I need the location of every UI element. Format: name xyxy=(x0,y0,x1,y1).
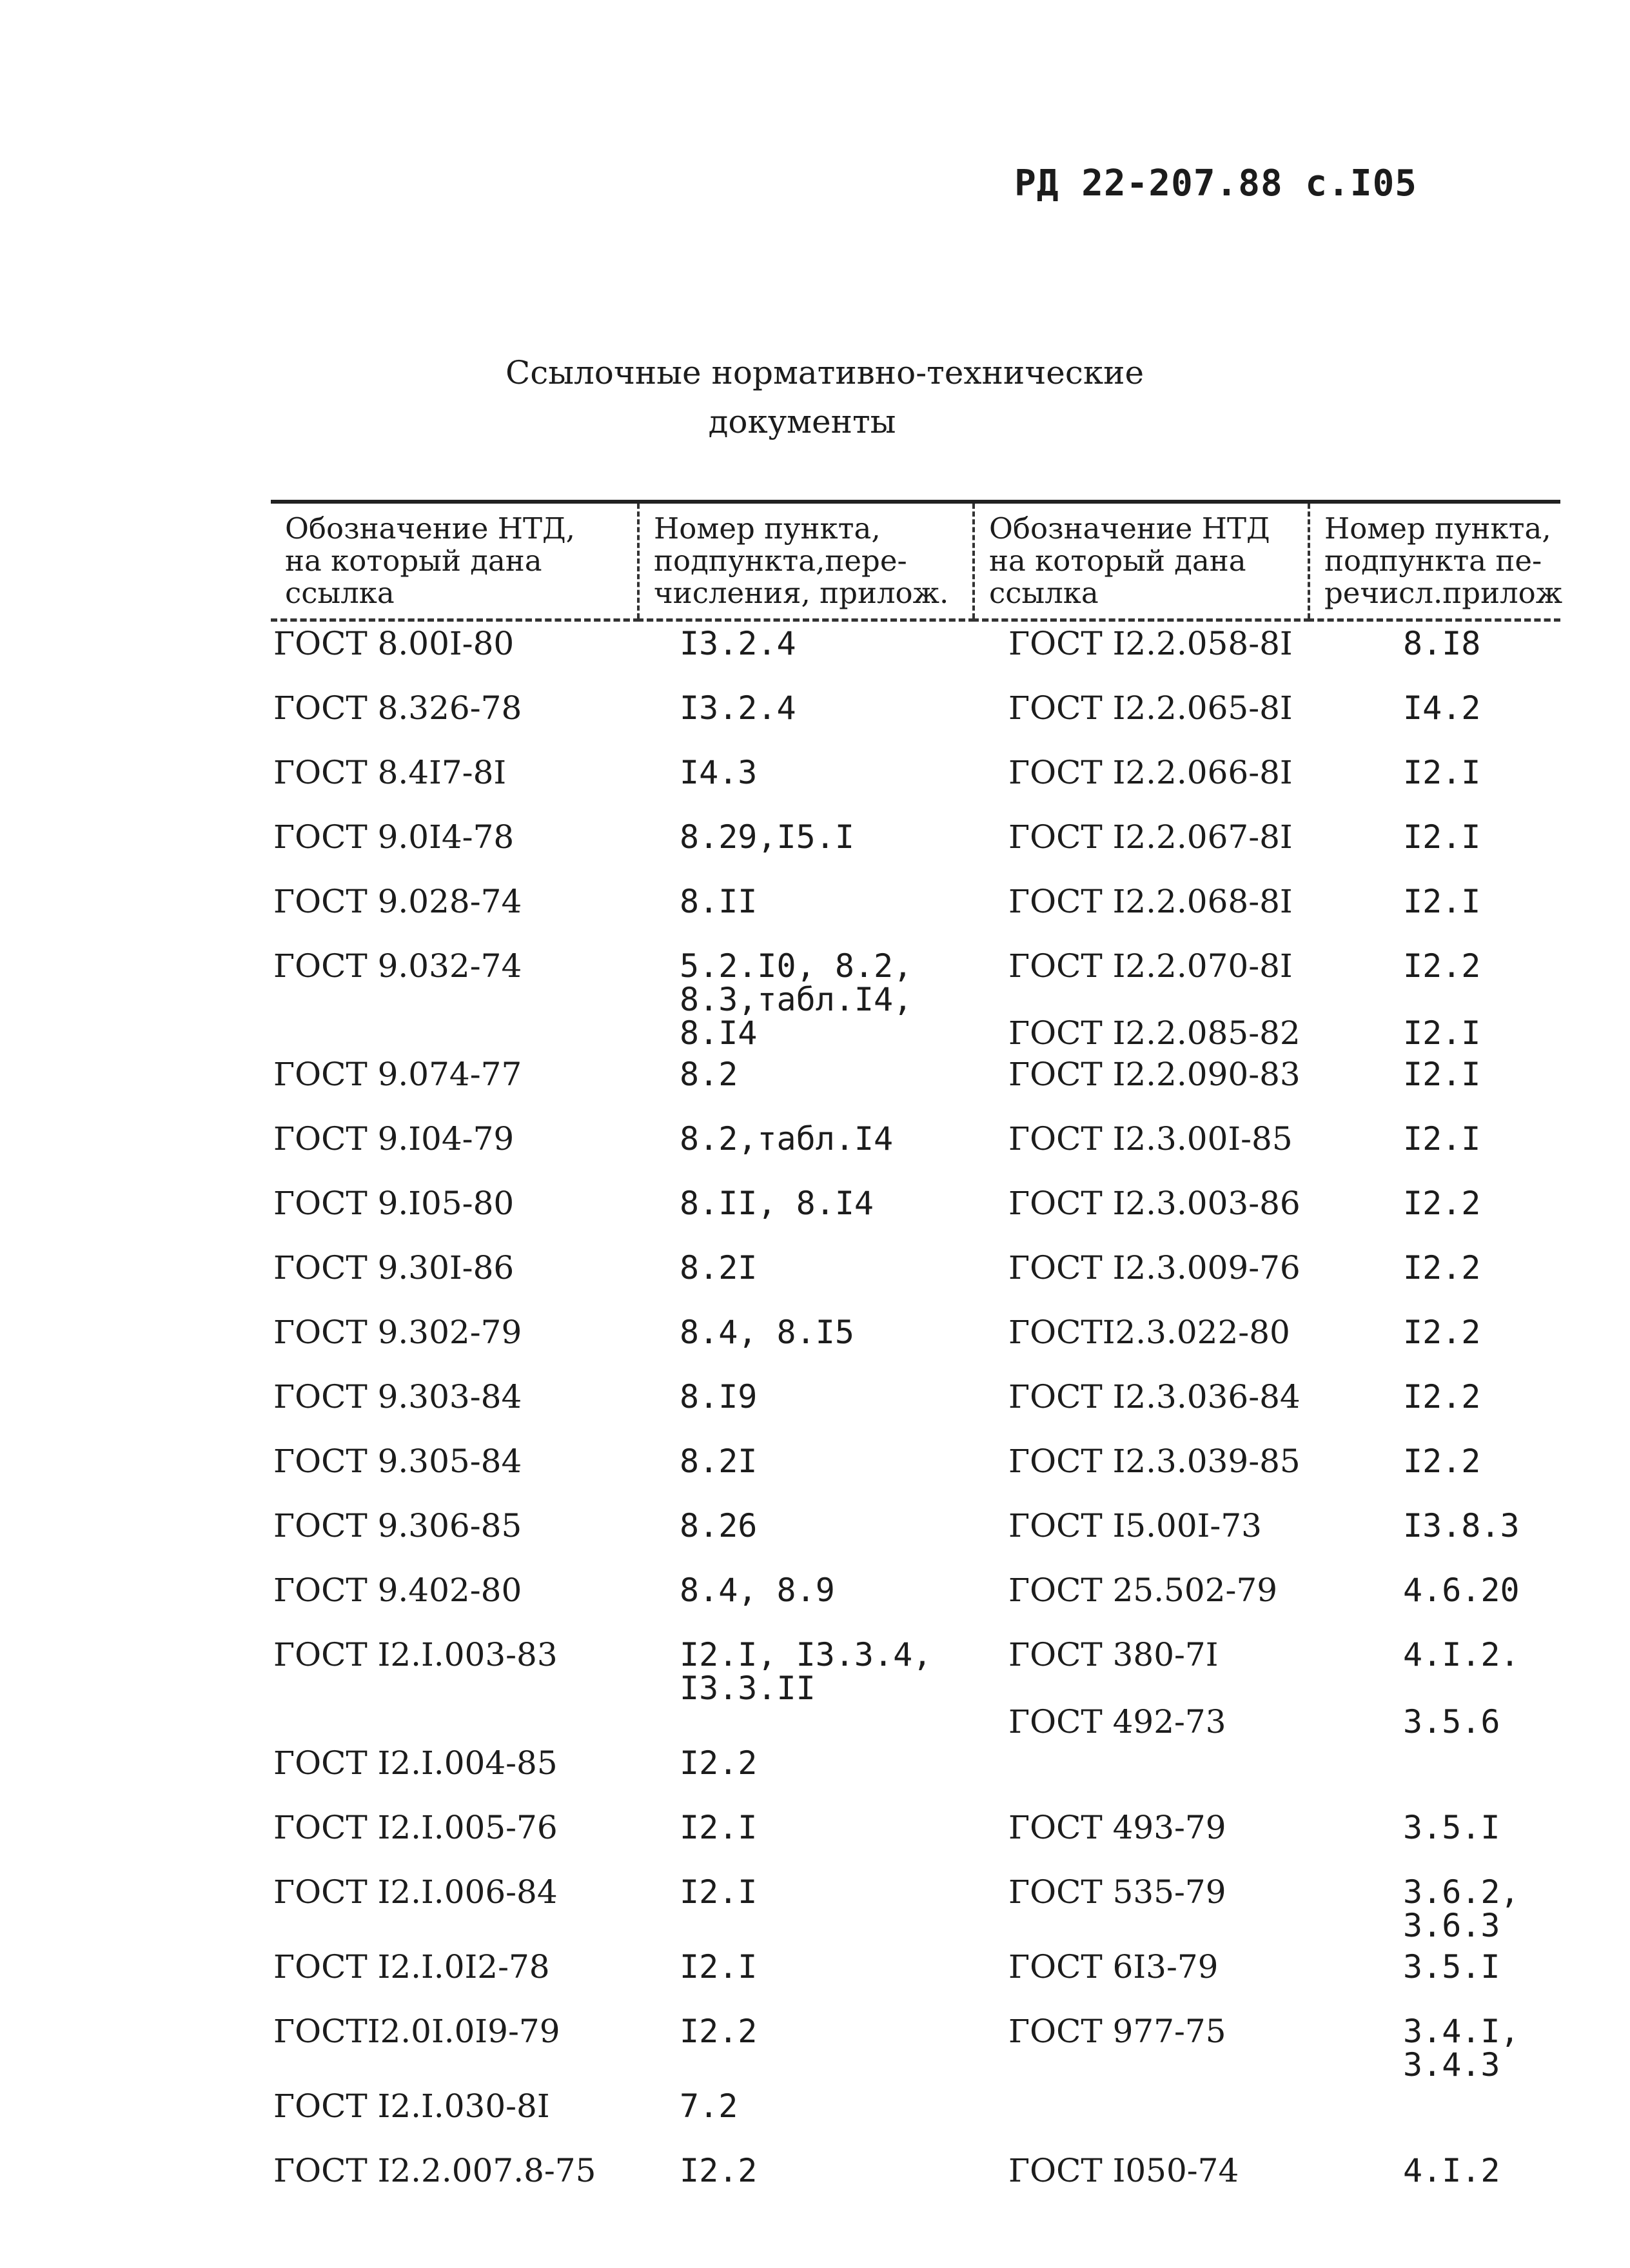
ref-clause-right: 3.4.I, 3.4.3 xyxy=(1403,2013,1520,2084)
ref-document-left: ГОСТ 9.306-85 xyxy=(273,1507,522,1544)
table-row xyxy=(271,686,1560,751)
ref-document-left: ГОСТ I2.I.006-84 xyxy=(273,1873,558,1911)
ref-clause-left: 8.29,I5.I xyxy=(680,818,854,856)
ref-document-right: ГОСТ I2.2.058-8I xyxy=(1008,625,1293,662)
table-row xyxy=(271,1181,1560,1246)
ref-document-left: ГОСТ 9.I05-80 xyxy=(273,1185,515,1222)
ref-document-left: ГОСТ I2.I.0I2-78 xyxy=(273,1948,550,1986)
ref-document-right: ГОСТ I2.2.065-8I xyxy=(1008,689,1293,727)
ref-document-right: ГОСТ I2.3.036-84 xyxy=(1008,1378,1301,1415)
column-header-clause: Номер пункта, подпункта,пере- числения, прилож. xyxy=(638,502,974,620)
ref-clause-left: 8.2I xyxy=(680,1443,758,1480)
ref-document-left: ГОСТ I2.I.004-85 xyxy=(273,1744,558,1782)
column-header-document: Обозначение НТД, на который дана ссылка xyxy=(271,502,638,620)
table-row xyxy=(271,944,1560,1052)
table-row xyxy=(271,1806,1560,1870)
ref-clause-left: 8.26 xyxy=(680,1507,758,1544)
title-line-1: Ссылочные нормативно-технические xyxy=(505,354,1144,391)
ref-document-right: ГОСТ 6I3-79 xyxy=(1008,1948,1219,1986)
ref-clause-left: 8.4, 8.9 xyxy=(680,1572,835,1609)
table-row xyxy=(271,1945,1560,2009)
table-body xyxy=(271,620,1560,2214)
ref-document-right: ГОСТ 535-79 xyxy=(1008,1873,1226,1911)
table-row xyxy=(271,1741,1560,1806)
ref-document-left: ГОСТI2.0I.0I9-79 xyxy=(273,2013,560,2050)
ref-document-right: ГОСТ I2.3.009-76 xyxy=(1008,1249,1301,1287)
ref-clause-right: 4.I.2. 3.5.6 xyxy=(1403,1636,1520,1740)
ref-clause-right: I2.2 xyxy=(1403,1249,1481,1287)
ref-document-left: ГОСТ 9.0I4-78 xyxy=(273,818,515,856)
ref-document-left: ГОСТ I2.I.003-83 xyxy=(273,1636,558,1673)
table-row xyxy=(271,1870,1560,1945)
ref-clause-right xyxy=(1309,2084,1560,2149)
ref-document-left: ГОСТ I2.I.030-8I xyxy=(273,2087,550,2125)
ref-document-right: ГОСТ 977-75 xyxy=(1008,2013,1226,2050)
table-row xyxy=(271,2149,1560,2213)
ref-document-left: ГОСТ 9.074-77 xyxy=(273,1056,522,1093)
ref-clause-right: I4.2 xyxy=(1403,689,1481,727)
ref-clause-left: I2.2 xyxy=(680,2013,758,2050)
ref-document-left: ГОСТ I2.I.005-76 xyxy=(273,1809,558,1846)
document-title xyxy=(0,348,1630,446)
ref-document-right: ГОСТ I2.3.039-85 xyxy=(1008,1443,1301,1480)
ref-clause-left: I3.2.4 xyxy=(680,689,796,727)
ref-document-right: ГОСТ 380-7I ГОСТ 492-73 xyxy=(1008,1636,1226,1740)
ref-document-right: ГОСТI2.3.022-80 xyxy=(1008,1314,1290,1351)
table-row xyxy=(271,2084,1560,2149)
ref-document-left: ГОСТ 9.402-80 xyxy=(273,1572,522,1609)
ref-document-left: ГОСТ 8.4I7-8I xyxy=(273,754,507,791)
ref-clause-left: I4.3 xyxy=(680,754,758,791)
ref-document-left: ГОСТ 9.30I-86 xyxy=(273,1249,515,1287)
ref-clause-left: 5.2.I0, 8.2, 8.3,табл.I4, 8.I4 xyxy=(680,947,913,1052)
table-row xyxy=(271,1117,1560,1181)
ref-clause-left: 8.2I xyxy=(680,1249,758,1287)
table-row xyxy=(271,1633,1560,1741)
table-row xyxy=(271,1246,1560,1310)
ref-document-right: ГОСТ 25.502-79 xyxy=(1008,1572,1278,1609)
table-row xyxy=(271,1504,1560,1568)
table-row xyxy=(271,620,1560,687)
ref-clause-right: 8.I8 xyxy=(1403,625,1481,662)
ref-document-right: ГОСТ 493-79 xyxy=(1008,1809,1226,1846)
references-table xyxy=(271,500,1563,2213)
ref-clause-right: 4.I.2 xyxy=(1403,2152,1500,2189)
ref-clause-right: I2.I xyxy=(1403,818,1481,856)
ref-document-right: ГОСТ I5.00I-73 xyxy=(1008,1507,1262,1544)
ref-clause-right: I2.I xyxy=(1403,883,1481,920)
ref-document-left: ГОСТ 9.028-74 xyxy=(273,883,522,920)
ref-clause-left: 7.2 xyxy=(680,2087,738,2125)
ref-clause-right: I2.2 xyxy=(1403,1443,1481,1480)
ref-clause-right: I2.2 I2.I xyxy=(1403,947,1481,1052)
table-row xyxy=(271,751,1560,815)
ref-clause-left: I3.2.4 xyxy=(680,625,796,662)
ref-document-right: ГОСТ I2.3.00I-85 xyxy=(1008,1120,1293,1158)
ref-clause-left: 8.I9 xyxy=(680,1378,758,1415)
ref-clause-right: I2.2 xyxy=(1403,1314,1481,1351)
ref-document-right: ГОСТ I2.2.070-8I ГОСТ I2.2.085-82 xyxy=(1008,947,1301,1052)
ref-document-right: ГОСТ I2.3.003-86 xyxy=(1008,1185,1301,1222)
column-header-document-2: Обозначение НТД на который дана ссылка xyxy=(974,502,1309,620)
ref-document-left: ГОСТ 9.303-84 xyxy=(273,1378,522,1415)
ref-document-left: ГОСТ 9.I04-79 xyxy=(273,1120,515,1158)
ref-document-left: ГОСТ 8.326-78 xyxy=(273,689,522,727)
ref-clause-right: 3.5.I xyxy=(1403,1809,1500,1846)
ref-clause-left: I2.I, I3.3.4, I3.3.II xyxy=(680,1636,932,1707)
ref-document-right xyxy=(974,1741,1309,1806)
ref-document-right: ГОСТ I2.2.067-8I xyxy=(1008,818,1293,856)
ref-clause-right: I2.I xyxy=(1403,1120,1481,1158)
table-row xyxy=(271,2009,1560,2084)
ref-document-right: ГОСТ I2.2.068-8I xyxy=(1008,883,1293,920)
page-header: РД 22-207.88 с.I05 xyxy=(1014,163,1417,204)
ref-clause-right: I2.I xyxy=(1403,754,1481,791)
ref-clause-left: 8.II, 8.I4 xyxy=(680,1185,874,1222)
ref-clause-right: 4.6.20 xyxy=(1403,1572,1520,1609)
table-row xyxy=(271,1375,1560,1439)
table-row xyxy=(271,1439,1560,1504)
ref-clause-right: I2.2 xyxy=(1403,1185,1481,1222)
ref-clause-left: 8.2,табл.I4 xyxy=(680,1120,894,1158)
table-row xyxy=(271,880,1560,944)
table-row xyxy=(271,815,1560,880)
ref-clause-left: 8.4, 8.I5 xyxy=(680,1314,854,1351)
ref-document-right: ГОСТ I050-74 xyxy=(1008,2152,1239,2189)
ref-document-left: ГОСТ 8.00I-80 xyxy=(273,625,515,662)
ref-clause-left: I2.I xyxy=(680,1948,758,1986)
ref-clause-right: I2.I xyxy=(1403,1056,1481,1093)
table-row xyxy=(271,1568,1560,1633)
table-row xyxy=(271,1310,1560,1375)
ref-document-right: ГОСТ I2.2.066-8I xyxy=(1008,754,1293,791)
ref-clause-right: 3.6.2, 3.6.3 xyxy=(1403,1873,1520,1944)
ref-document-right: ГОСТ I2.2.090-83 xyxy=(1008,1056,1301,1093)
ref-clause-right xyxy=(1309,1741,1560,1806)
ref-document-left: ГОСТ 9.305-84 xyxy=(273,1443,522,1480)
table-row xyxy=(271,1052,1560,1117)
ref-document-right xyxy=(974,2084,1309,2149)
column-header-clause-2: Номер пункта, подпункта пе- речисл.прилож xyxy=(1324,511,1563,610)
ref-clause-right: I3.8.3 xyxy=(1403,1507,1520,1544)
ref-clause-right: 3.5.I xyxy=(1403,1948,1500,1986)
ref-document-left: ГОСТ I2.2.007.8-75 xyxy=(273,2152,596,2189)
ref-document-left: ГОСТ 9.032-74 xyxy=(273,947,522,985)
ref-clause-left: 8.2 xyxy=(680,1056,738,1093)
ref-clause-left: I2.I xyxy=(680,1809,758,1846)
ref-clause-left: I2.2 xyxy=(680,2152,758,2189)
ref-clause-right: I2.2 xyxy=(1403,1378,1481,1415)
table-header-row xyxy=(271,502,1560,620)
ref-document-left: ГОСТ 9.302-79 xyxy=(273,1314,522,1351)
ref-clause-left: I2.I xyxy=(680,1873,758,1911)
ref-clause-left: I2.2 xyxy=(680,1744,758,1782)
title-line-2: документы xyxy=(708,403,896,440)
ref-clause-left: 8.II xyxy=(680,883,758,920)
